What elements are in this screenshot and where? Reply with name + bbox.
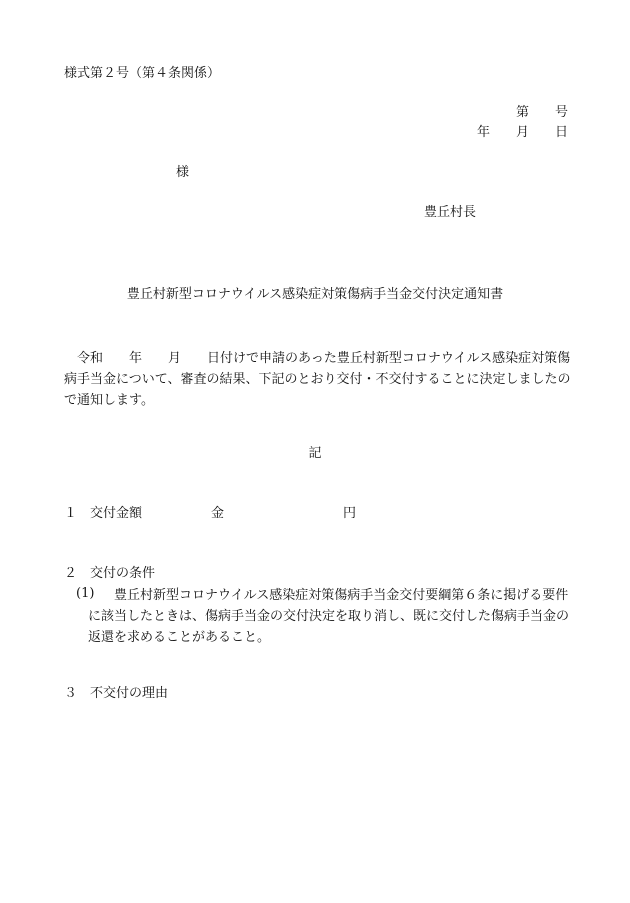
item-grant-amount-label: １ 交付金額 (64, 506, 143, 521)
item-grant-amount-kin: 金 (211, 506, 225, 521)
sender: 豊丘村長 (424, 205, 477, 220)
condition-text: 豊丘村新型コロナウイルス感染症対策傷病手当金交付要綱第６条に掲げる要件に該当したときは、傷病手当金の交付決定を取り消し、既に交付した傷病手当金の返還を求めることがあること。 (88, 588, 570, 645)
item-grant-amount-yen: 円 (343, 506, 357, 521)
document-date: 年 月 日 (476, 125, 568, 140)
condition-number: (1) (76, 586, 95, 601)
addressee: 様 (176, 165, 190, 180)
document-title: 豊丘村新型コロナウイルス感染症対策傷病手当金交付決定通知書 (126, 287, 504, 302)
ki-heading: 記 (308, 446, 322, 461)
document-number: 第 号 (515, 105, 568, 120)
item-conditions-label: ２ 交付の条件 (64, 566, 156, 581)
body-paragraph: 令和 年 月 日付けで申請のあった豊丘村新型コロナウイルス感染症対策傷病手当金について、審査の結果、下記のとおり交付・不交付することに決定しましたので通知します。 (64, 351, 571, 408)
item-non-grant-reason-label: ３ 不交付の理由 (64, 686, 169, 701)
form-number: 様式第２号（第４条関係） (64, 66, 221, 81)
